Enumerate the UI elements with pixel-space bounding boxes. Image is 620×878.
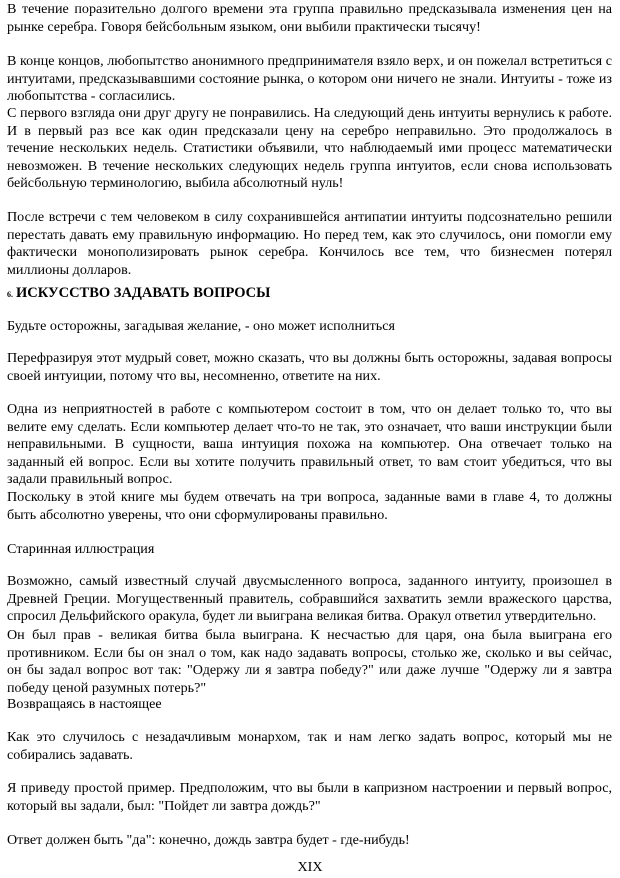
paragraph-6: Перефразируя этот мудрый совет, можно сказать, что вы должны быть осторожны, задавая вопросы своей интуиции, потому что вы, несомненно, ответите на них. xyxy=(7,350,612,384)
section-heading xyxy=(7,285,612,304)
paragraph-11: Он был прав - великая битва была выиграна. К несчастью для царя, она была выиграна его противником. Если бы он знал о том, как надо задавать вопросы, столько же, сколько и вы сейчас, он бы задал вопрос вот так: "Одержу ли я завтра победу?" или даже лучше "Одержу ли я завтра победу ценой разумных потерь?" xyxy=(7,627,612,696)
paragraph-15: Ответ должен быть "да": конечно, дождь завтра будет - где-нибудь! xyxy=(7,832,410,848)
subheading-back-to-present: Возвращаясь в настоящее xyxy=(7,696,162,712)
paragraph-13: Как это случилось с незадачливым монархом, так и нам легко задать вопрос, который мы не собирались задавать. xyxy=(7,729,612,763)
paragraph-2: В конце концов, любопытство анонимного предпринимателя взяло верх, и он пожелал встретиться с интуитами, предсказывавшими состояние рынка, о котором они ничего не знали. Интуиты - тоже из любопытства - согласились. xyxy=(7,53,612,104)
paragraph-4: После встречи с тем человеком в силу сохранившейся антипатии интуиты подсознательно решили перестать давать ему правильную информацию. Но перед тем, как это случилось, они помогли ему фактически монополизировать рынок серебра. Кончилось все тем, что бизнесмен потерял миллионы долларов. xyxy=(7,209,612,278)
subheading-old-illustration: Старинная иллюстрация xyxy=(7,541,155,557)
paragraph-3: С первого взгляда они друг другу не понравились. На следующий день интуиты вернулись к работе. И в первый раз все как один предсказали цену на серебро неправильно. Это продолжалось в течение нескольких недель. Статистики объявили, что наблюдаемый ими процесс математически невозможен. В течение нескольких следующих недель группа интуитов, если снова использовать бейсбольную терминологию, выбила абсолютный нуль! xyxy=(7,105,612,191)
section-number: 6. xyxy=(7,290,13,299)
paragraph-5: Будьте осторожны, загадывая желание, - оно может исполниться xyxy=(7,318,395,334)
paragraph-8: Поскольку в этой книге мы будем отвечать на три вопроса, заданные вами в главе 4, то должны быть абсолютно уверены, что они сформулированы правильно. xyxy=(7,489,612,523)
paragraph-7: Одна из неприятностей в работе с компьютером состоит в том, что он делает только то, что вы велите ему сделать. Если компьютер делает что-то не так, это означает, что ваши инструкции были неправильными. В сущности, ваша интуиция похожа на компьютер. Она отвечает только на заданный ей вопрос. Если вы хотите получить правильный ответ, то вам стоит убедиться, что вы задали правильный вопрос. xyxy=(7,401,612,487)
page-number: XIX xyxy=(297,859,323,875)
paragraph-14: Я приведу простой пример. Предположим, что вы были в капризном настроении и первый вопрос, который вы задали, был: "Пойдет ли завтра дождь?" xyxy=(7,780,612,814)
paragraph-1: В течение поразительно долгого времени эта группа правильно предсказывала изменения цен на рынке серебра. Говоря бейсбольным языком, они выбили практически тысячу! xyxy=(7,1,612,35)
paragraph-10: Возможно, самый известный случай двусмысленного вопроса, заданного интуиту, произошел в Древней Греции. Могущественный правитель, собравшийся захватить земли вражеского царства, спросил Дельфийского оракула, будет ли выиграна великая битва. Оракул ответил утвердительно. xyxy=(7,573,612,624)
section-title: ИСКУССТВО ЗАДАВАТЬ ВОПРОСЫ xyxy=(16,285,271,301)
